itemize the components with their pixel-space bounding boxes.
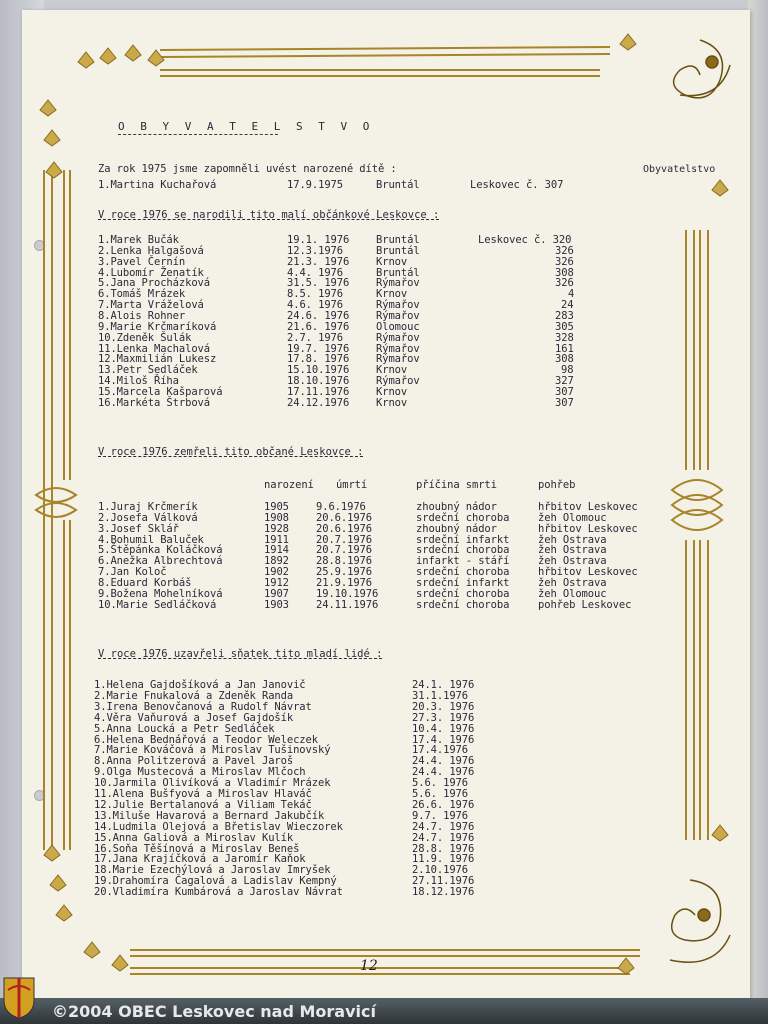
page-heading: O B Y V A T E L S T V O [118,120,374,133]
birth-date: 12.3.1976 [287,244,343,257]
marriage-couple: 5.Anna Loucká a Petr Sedláček [94,722,275,735]
death-date: 19.10.1976 [316,587,379,600]
death-birth-year: 1914 [264,544,289,557]
death-date: 20.6.1976 [316,522,372,535]
birth-name: 1.Marek Bučák [98,234,179,246]
marriage-date: 24.4. 1976 [412,766,475,779]
deaths-header-birth: narození [264,479,314,491]
death-cause: srdeční infarkt [416,576,510,589]
marriage-couple: 19.Drahomíra Čagalová a Ladislav Kempný [94,875,337,888]
marriage-date: 5.6. 1976 [412,788,468,800]
birth-name: 10.Zdeněk Šulák [98,331,192,344]
death-birth-year: 1908 [264,511,289,524]
marriage-couple: 18.Marie Ezechýlová a Jaroslav Imryšek [94,864,331,877]
birth-place: Rýmařov [376,353,420,366]
birth-name: 7.Marta Vráželová [98,299,204,312]
marriage-date: 24.7. 1976 [412,820,475,833]
birth-address: 326 [555,255,574,268]
birth-place: Krnov [376,396,408,409]
birth-date: 17.11.1976 [287,385,350,398]
birth-address: 326 [555,244,574,257]
birth-address: 308 [555,266,574,279]
birth-place: Krnov [376,288,408,301]
birth-date: 24.12.1976 [287,396,350,409]
marriage-couple: 1.Helena Gajdošíková a Jan Janovič [94,679,306,691]
marriage-date: 9.7. 1976 [412,809,468,822]
marriage-couple: 15.Anna Galiová a Miroslav Kulík [94,831,294,844]
birth-name: 16.Markéta Štrbová [98,396,210,409]
birth-name: 2.Lenka Halgašová [98,244,204,257]
death-name: 6.Anežka Albrechtová [98,555,223,568]
deaths-header-cause: příčina smrti [416,479,497,491]
marriage-couple: 8.Anna Politzerová a Pavel Jaroš [94,755,294,768]
marriage-date: 24.4. 1976 [412,755,475,768]
marriage-couple: 20.Vladimíra Kumbárová a Jaroslav Návrat [94,886,343,899]
death-cause: srdeční choroba [416,566,510,579]
intro-address: Leskovec č. 307 [470,179,564,191]
birth-date: 4.4. 1976 [287,266,343,279]
birth-address: 283 [555,309,574,322]
death-cause: zhoubný nádor [416,501,497,513]
marriage-couple: 9.Olga Mustecová a Miroslav Mlčoch [94,766,306,779]
coat-of-arms-icon [2,974,36,1020]
marriage-date: 24.7. 1976 [412,831,475,844]
birth-place: Rýmařov [376,277,420,290]
marriage-date: 27.3. 1976 [412,711,475,724]
death-cause: srdeční choroba [416,587,510,600]
birth-name: 6.Tomáš Mrázek [98,288,186,301]
birth-address: 305 [555,320,574,333]
death-burial: žeh Olomouc [538,587,607,600]
death-name: 8.Eduard Korbáš [98,576,192,589]
death-date: 24.11.1976 [316,598,379,611]
birth-place: Rýmařov [376,375,420,388]
death-name: 10.Marie Sedláčková [98,598,217,611]
birth-date: 2.7. 1976 [287,331,343,344]
death-birth-year: 1911 [264,533,289,546]
death-burial: žeh Ostrava [538,533,607,546]
marriages-title: V roce 1976 uzavřeli sňatek tito mladí lidé : [98,648,383,660]
birth-date: 4.6. 1976 [287,299,343,312]
marriage-couple: 17.Jana Krajíčková a Jaromír Kaňok [94,853,306,866]
death-cause: srdeční choroba [416,544,510,557]
birth-place: Rýmařov [376,331,420,344]
death-name: 2.Josefa Válková [98,511,198,524]
death-burial: žeh Ostrava [538,555,607,568]
birth-address: 307 [555,385,574,398]
death-burial: žeh Ostrava [538,576,607,589]
birth-date: 15.10.1976 [287,364,350,377]
birth-name: 11.Lenka Machalová [98,342,210,355]
birth-place: Bruntál [376,244,420,257]
birth-name: 3.Pavel Černín [98,255,186,268]
marriage-date: 17.4. 1976 [412,733,475,746]
birth-place: Rýmařov [376,309,420,322]
death-name: 3.Josef Sklář [98,522,179,535]
death-burial: pohřeb Leskovec [538,598,632,611]
punch-hole [34,790,45,801]
marriage-date: 31.1.1976 [412,689,468,702]
death-burial: žeh Ostrava [538,544,607,557]
birth-address: 328 [555,331,574,344]
births-title: V roce 1976 se narodili tito malí občánkové Leskovce : [98,209,440,221]
birth-place: Olomouc [376,320,420,333]
death-name: 9.Božena Mohelníková [98,587,223,600]
birth-place: Krnov [376,385,408,398]
death-date: 28.8.1976 [316,555,372,568]
death-birth-year: 1892 [264,555,289,568]
birth-name: 13.Petr Sedláček [98,364,198,377]
death-burial: žeh Olomouc [538,511,607,524]
death-cause: srdeční choroba [416,511,510,524]
marriage-couple: 3.Irena Benovčanová a Rudolf Návrat [94,700,312,713]
marriage-date: 18.12.1976 [412,886,475,899]
birth-place: Krnov [376,364,408,377]
birth-address: 326 [555,277,574,290]
intro-text: Za rok 1975 jsme zapomněli uvést narozené dítě : [98,163,397,175]
birth-place: Rýmařov [376,299,420,312]
birth-name: 14.Miloš Říha [98,375,179,388]
marriage-couple: 16.Soňa Těšínová a Miroslav Beneš [94,842,300,855]
birth-address: 327 [555,375,574,388]
birth-address: 4 [568,288,575,301]
death-birth-year: 1928 [264,522,289,535]
birth-name: 4.Lubomír Ženatík [98,266,204,279]
death-birth-year: 1907 [264,587,289,600]
deaths-header-death: úmrtí [336,479,368,491]
heading-underline [118,134,278,135]
birth-date: 31.5. 1976 [287,277,350,290]
death-date: 21.9.1976 [316,576,372,589]
death-name: 4.Bohumil Baluček [98,533,204,546]
birth-place: Krnov [376,255,408,268]
footer-copyright: ©2004 OBEC Leskovec nad Moravicí [52,1002,376,1021]
marriage-couple: 2.Marie Fnukalová a Zdeněk Randa [94,689,294,702]
marriage-date: 27.11.1976 [412,875,475,888]
marriage-date: 28.8. 1976 [412,842,475,855]
death-date: 20.7.1976 [316,544,372,557]
death-burial: hřbitov Leskovec [538,522,638,535]
marriage-couple: 12.Julie Bertalanová a Viliam Tekáč [94,798,312,811]
death-birth-year: 1912 [264,576,289,589]
page-number: 12 [360,958,378,974]
birth-date: 21.3. 1976 [287,255,350,268]
death-birth-year: 1905 [264,501,289,513]
death-date: 20.6.1976 [316,511,372,524]
birth-date: 18.10.1976 [287,375,350,388]
death-birth-year: 1903 [264,598,289,611]
marriage-date: 11.9. 1976 [412,853,475,866]
death-cause: srdeční infarkt [416,533,510,546]
death-burial: hřbitov Leskovec [538,566,638,579]
intro-place: Bruntál [376,179,420,191]
birth-name: 5.Jana Procházková [98,277,210,290]
marriage-date: 2.10.1976 [412,864,468,877]
death-date: 20.7.1976 [316,533,372,546]
birth-date: 19.7. 1976 [287,342,350,355]
birth-name: 15.Marcela Kašparová [98,385,223,398]
birth-date: 19.1. 1976 [287,234,350,246]
deaths-title: V roce 1976 zemřeli tito občané Leskovce : [98,446,364,458]
death-name: 1.Juraj Krčmerík [98,501,198,513]
birth-name: 8.Alois Rohner [98,309,186,322]
death-date: 9.6.1976 [316,501,366,513]
death-date: 25.9.1976 [316,566,372,579]
birth-place: Bruntál [376,266,420,279]
marriage-couple: 4.Věra Vaňurová a Josef Gajdošík [94,711,294,724]
death-name: 7.Jan Koloč [98,566,167,579]
birth-address: Leskovec č. 320 [478,234,572,246]
birth-address: 307 [555,396,574,409]
marriage-date: 10.4. 1976 [412,722,475,735]
side-label: Obyvatelstvo [643,164,716,175]
punch-hole [34,240,45,251]
birth-date: 8.5. 1976 [287,288,343,301]
marriage-date: 26.6. 1976 [412,798,475,811]
death-cause: infarkt - stáří [416,555,510,568]
birth-date: 17.8. 1976 [287,353,350,366]
birth-date: 21.6. 1976 [287,320,350,333]
death-cause: srdeční choroba [416,598,510,611]
death-name: 5.Štěpánka Koláčková [98,544,223,557]
birth-address: 98 [561,364,574,377]
birth-date: 24.6. 1976 [287,309,350,322]
death-cause: zhoubný nádor [416,522,497,535]
marriage-date: 5.6. 1976 [412,777,468,790]
marriage-couple: 10.Jarmila Olivíková a Vladimír Mrázek [94,777,331,790]
birth-place: Bruntál [376,234,420,246]
birth-address: 24 [561,299,574,312]
birth-name: 9.Marie Krčmaríková [98,320,217,333]
marriage-couple: 6.Helena Bednářová a Teodor Weleczek [94,733,318,746]
death-burial: hřbitov Leskovec [538,501,638,513]
marriage-date: 20.3. 1976 [412,700,475,713]
marriage-date: 17.4.1976 [412,744,468,757]
marriage-couple: 7.Marie Kováčová a Miroslav Tušinovský [94,744,331,757]
birth-name: 12.Maxmilián Lukesz [98,353,217,366]
birth-place: Rýmařov [376,342,420,355]
birth-address: 308 [555,353,574,366]
intro-name: 1.Martina Kuchařová [98,179,217,191]
marriage-couple: 14.Ludmila Olejová a Břetislav Wieczorek [94,820,343,833]
death-birth-year: 1902 [264,566,289,579]
marriage-date: 24.1. 1976 [412,679,475,691]
background-right [748,0,768,1024]
intro-date: 17.9.1975 [287,179,343,191]
deaths-header-burial: pohřeb [538,479,576,491]
marriage-couple: 11.Alena Bušfyová a Miroslav Hlaváč [94,788,312,800]
marriage-couple: 13.Miluše Havarová a Bernard Jakubčík [94,809,325,822]
birth-address: 161 [555,342,574,355]
